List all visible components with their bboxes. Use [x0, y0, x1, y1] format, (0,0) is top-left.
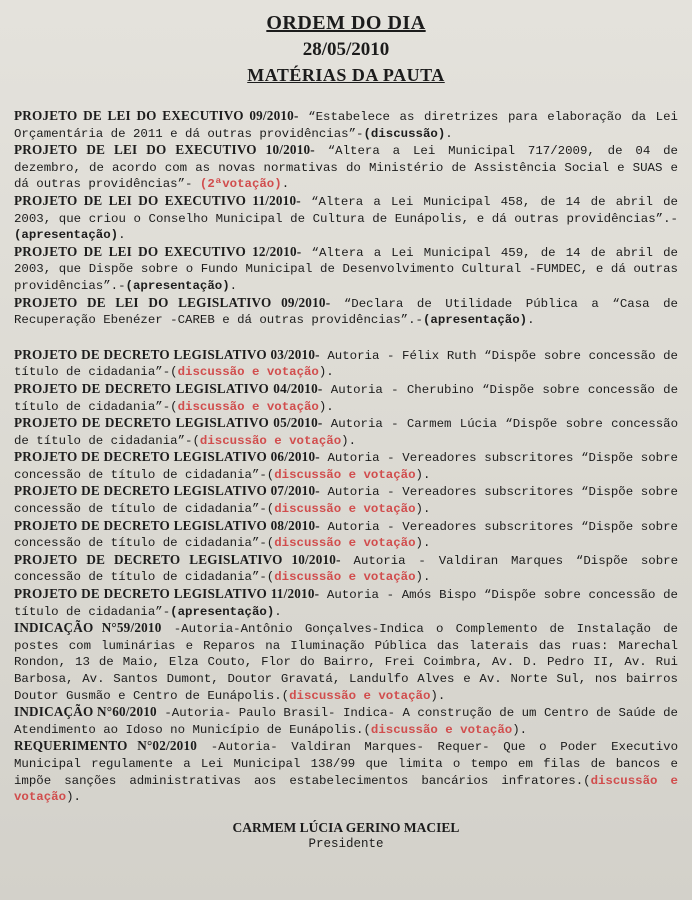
item-text: -Autoria-Antônio Gonçalves-Indica o Complemento de Instalação de postes com luminárias e Reparos na Iluminação Pública das laterais das ruas: Marechal Rondon, 13 de Maio, Elza Couto, Flor do Bairro, Frei Coimbra, Av. D. Pedro II, Av. Rui Barbosa, Av. Santos Dumont, Doutor Gravatá, Landulfo Alves e Av. Norte Sul, nos bairros Doutor Gusmão e Centro de Eunápolis.( — [14, 622, 678, 703]
agenda-item — [14, 295, 678, 329]
agenda-item — [14, 381, 678, 415]
item-text: Autoria - Félix Ruth “Dispõe sobre concessão de título de cidadania”-( — [14, 348, 678, 380]
agenda-item — [14, 552, 678, 586]
item-status: discussão e votação — [274, 502, 416, 517]
item-label: PROJETO DE DECRETO LEGISLATIVO 11/2010- — [14, 586, 320, 602]
item-text: Autoria - Amós Bispo “Dispõe sobre concessão de título de cidadania”- — [14, 588, 678, 619]
item-end: . — [445, 126, 453, 141]
item-end: ). — [341, 433, 357, 448]
item-status: (2ªvotação) — [199, 177, 282, 192]
item-text: -Autoria- Valdiran Marques- Requer- Que o Poder Executivo Municipal regulamente a Lei Municipal 138/99 que limita o tempo em filas de bancos e impõe sanções administrativas aos estabelecimentos bancários infratores.( — [14, 740, 679, 788]
item-end: ). — [318, 399, 334, 414]
item-text: “Altera a Lei Municipal 717/2009, de 04 de dezembro, de acordo com as novas normativas do Ministério de Assistência Social e SUAS e dá outras providências”- — [14, 144, 678, 192]
item-status: discussão e votação — [370, 722, 513, 737]
signature-name: CARMEM LÚCIA GERINO MACIEL — [232, 819, 460, 835]
agenda-item — [14, 415, 678, 449]
page-date: 28/05/2010 — [302, 39, 390, 60]
item-text: “Altera a Lei Municipal 458, de 14 de abril de 2003, que criou o Conselho Municipal de Cultura de Eunápolis, e dá outras providências”.- — [14, 194, 678, 226]
item-end: ). — [318, 365, 334, 380]
agenda-item — [14, 244, 678, 295]
agenda-item — [14, 347, 678, 381]
agenda-list — [14, 108, 678, 806]
agenda-item — [14, 620, 678, 704]
item-end: . — [229, 278, 238, 293]
agenda-item — [14, 449, 678, 483]
item-end: . — [118, 228, 126, 243]
item-label: INDICAÇÃO N°59/2010 — [14, 620, 162, 636]
item-status: (apresentação) — [170, 604, 275, 619]
item-text: -Autoria- Paulo Brasil- Indica- A construção de um Centro de Saúde de Atendimento ao Idoso no Município de Eunápolis.( — [14, 706, 678, 737]
item-label: PROJETO DE DECRETO LEGISLATIVO 04/2010- — [14, 380, 323, 396]
item-status: (apresentação) — [422, 313, 528, 328]
item-status: discussão e votação — [177, 399, 319, 414]
item-status: discussão e votação — [274, 536, 416, 551]
agenda-item — [14, 193, 678, 244]
item-label: PROJETO DE DECRETO LEGISLATIVO 06/2010- — [14, 449, 320, 465]
item-end: . — [281, 177, 290, 192]
item-label: PROJETO DE LEI DO LEGISLATIVO 09/2010- — [14, 294, 331, 310]
page-subtitle: MATÉRIAS DA PAUTA — [247, 65, 445, 85]
item-label: PROJETO DE DECRETO LEGISLATIVO 08/2010- — [14, 517, 320, 533]
item-label: PROJETO DE LEI DO EXECUTIVO 10/2010- — [14, 142, 315, 158]
item-status: discussão e votação — [14, 773, 678, 805]
item-label: INDICAÇÃO N°60/2010 — [14, 704, 157, 720]
agenda-item — [14, 142, 678, 193]
item-end: . — [274, 604, 282, 619]
agenda-item — [14, 108, 678, 142]
signature-role: Presidente — [308, 836, 384, 851]
agenda-item — [14, 704, 678, 738]
item-text: Autoria - Cherubino “Dispõe sobre concessão de título de cidadania”-( — [14, 382, 678, 414]
item-text: “Declara de Utilidade Pública a “Casa de Recuperação Ebenézer -CAREB e dá outras providências”.- — [14, 296, 678, 328]
item-label: PROJETO DE DECRETO LEGISLATIVO 05/2010- — [14, 415, 323, 431]
item-status: (apresentação) — [14, 228, 119, 243]
agenda-item — [14, 518, 678, 552]
item-status: discussão e votação — [289, 688, 431, 703]
item-label: PROJETO DE DECRETO LEGISLATIVO 10/2010- — [14, 551, 341, 567]
item-end: ). — [512, 722, 528, 737]
item-status: (apresentação) — [125, 278, 230, 293]
item-label: PROJETO DE DECRETO LEGISLATIVO 03/2010- — [14, 346, 320, 362]
page-title: ORDEM DO DIA — [266, 12, 426, 34]
agenda-item — [14, 586, 678, 620]
item-end: ). — [415, 502, 431, 517]
document-header — [14, 12, 678, 86]
signature-block — [14, 820, 678, 851]
item-label: PROJETO DE LEI DO EXECUTIVO 11/2010- — [14, 192, 301, 208]
item-end: ). — [415, 570, 431, 585]
agenda-item — [14, 483, 678, 517]
item-text: “Altera a Lei Municipal 459, de 14 de abril de 2003, que Dispõe sobre o Fundo Municipal de Desenvolvimento Cultural -FUMDEC, e dá outras providências”.- — [14, 245, 678, 293]
item-text: Autoria - Vereadores subscritores “Dispõe sobre concessão de título de cidadania”-( — [14, 451, 678, 482]
item-end: ). — [430, 688, 446, 703]
item-end: ). — [66, 790, 81, 805]
item-status: discussão e votação — [177, 365, 319, 380]
item-text: Autoria - Valdiran Marques “Dispõe sobre concessão de título de cidadania”-( — [14, 553, 679, 585]
item-status: discussão e votação — [274, 570, 416, 585]
item-label: PROJETO DE LEI DO EXECUTIVO 12/2010- — [14, 243, 302, 259]
item-status: discussão e votação — [199, 433, 342, 448]
item-text: Autoria - Vereadores subscritores “Dispõe sobre concessão de título de cidadania”-( — [14, 485, 678, 517]
item-label: REQUERIMENTO N°02/2010 — [14, 738, 198, 754]
item-status: discussão e votação — [274, 467, 416, 482]
agenda-item — [14, 738, 678, 805]
item-end: ). — [415, 467, 431, 482]
item-end: ). — [415, 536, 431, 551]
item-end: . — [527, 313, 535, 328]
item-status: (discussão) — [363, 126, 446, 141]
item-text: Autoria - Carmem Lúcia “Dispõe sobre concessão de título de cidadania”-( — [14, 417, 678, 448]
item-text: “Estabelece as diretrizes para elaboração da Lei Orçamentária de 2011 e dá outras providências”- — [14, 110, 678, 141]
item-label: PROJETO DE LEI DO EXECUTIVO 09/2010- — [14, 108, 299, 123]
item-text: Autoria - Vereadores subscritores “Dispõe sobre concessão de título de cidadania”-( — [14, 519, 678, 551]
item-label: PROJETO DE DECRETO LEGISLATIVO 07/2010- — [14, 483, 320, 499]
